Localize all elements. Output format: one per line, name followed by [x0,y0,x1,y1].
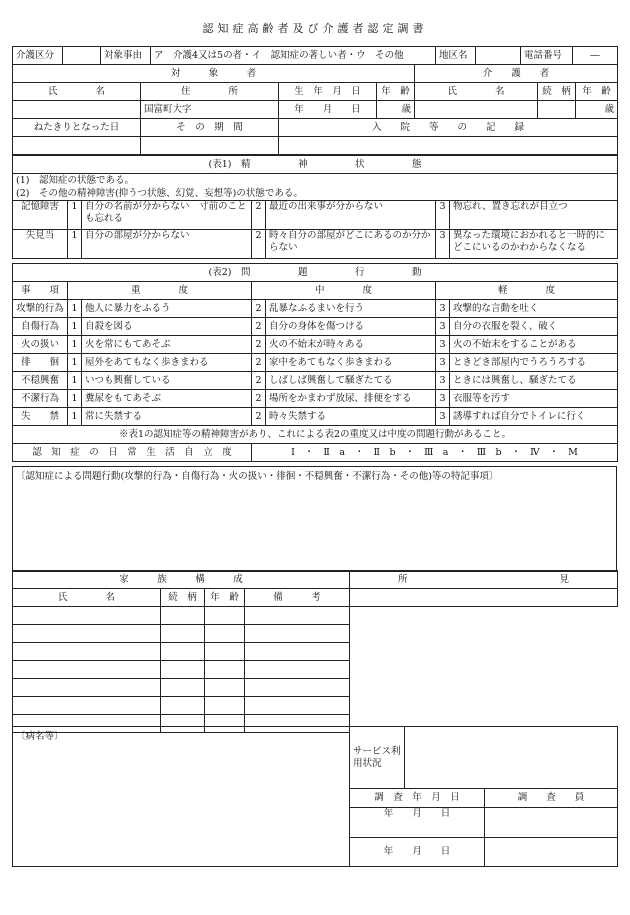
family-relation-cell[interactable] [161,697,205,715]
behavior-row [13,408,618,426]
family-relation-cell[interactable] [161,643,205,661]
name-header: 氏 名 [13,83,141,101]
surveyor-1[interactable] [485,808,618,837]
disease-field[interactable]: 〔病名等〕 [13,727,350,867]
memory-label: 記憶障害 [13,201,68,230]
behavior-moderate[interactable]: 家中をあてもなく歩きまわる [266,354,436,372]
opinion-field[interactable] [350,589,618,607]
behavior-severe[interactable]: 自殺を図る [82,318,252,336]
family-title: 家 族 構 成 [13,571,350,589]
family-relation-cell[interactable] [161,679,205,697]
disorientation-n1: 1 [68,230,82,259]
behavior-label: 不潔行為 [13,390,68,408]
survey-date-1[interactable]: 年 月 日 [350,808,485,837]
behavior-n3: 3 [436,300,450,318]
person-table [12,64,618,155]
family-relation-header: 続 柄 [161,589,205,607]
bedridden-date-field[interactable] [13,137,141,155]
family-name-cell[interactable] [13,661,161,679]
behavior-label: 攻撃的行為 [13,300,68,318]
hospital-record-header: 入 院 等 の 記 録 [279,119,618,137]
target-person-header: 対 象 者 [13,65,415,83]
bedridden-date-header: ねたきりとなった日 [13,119,141,137]
memory-moderate[interactable]: 最近の出来事が分からない [266,201,436,230]
behavior-n3: 3 [436,372,450,390]
address-field[interactable]: 国富町大字 [141,101,279,119]
col-moderate: 中 度 [252,282,436,300]
carer-name-header: 氏 名 [415,83,538,101]
behavior-n2: 2 [252,354,266,372]
survey-date-header: 調 査 年 月 日 [350,789,485,808]
behavior-n3: 3 [436,408,450,426]
family-name-cell[interactable] [13,697,161,715]
behavior-row [13,318,618,336]
family-relation-cell[interactable] [161,625,205,643]
behavior-n1: 1 [68,318,82,336]
memory-mild[interactable]: 物忘れ、置き忘れが目立つ [450,201,618,230]
family-note-cell[interactable] [245,697,350,715]
family-note-cell[interactable] [245,679,350,697]
behavior-row [13,336,618,354]
behavior-row [13,390,618,408]
behavior-severe[interactable]: 糞尿をもてあそぶ [82,390,252,408]
memory-n2: 2 [252,201,266,230]
family-name-cell[interactable] [13,625,161,643]
reason-label: 対象事由 [101,47,151,65]
behavior-label: 失 禁 [13,408,68,426]
family-name-cell[interactable] [13,679,161,697]
family-note-cell[interactable] [245,661,350,679]
family-age-cell[interactable] [205,679,245,697]
behavior-n2: 2 [252,390,266,408]
area-field[interactable] [476,47,521,65]
disorientation-n3: 3 [436,230,450,259]
relation-header: 続 柄 [538,83,576,101]
reason-options[interactable]: ア 介護4又は5の者・イ 認知症の著しい者・ウ その他 [151,47,436,65]
surveyor-header: 調 査 員 [485,789,618,808]
behavior-severe[interactable]: 常に失禁する [82,408,252,426]
disorientation-mild[interactable]: 異なった環境におかれると一時的にどこにいるのかわからなくなる [450,230,618,259]
disorientation-n2: 2 [252,230,266,259]
surveyor-2[interactable] [485,837,618,867]
service-label: サービス利用状況 [350,727,405,789]
behavior-label: 火の扱い [13,336,68,354]
family-row [13,643,618,661]
family-name-cell[interactable] [13,643,161,661]
behavior-severe[interactable]: 他人に暴力をふるう [82,300,252,318]
table2-footnote: ※表1の認知症等の精神障害があり、これによる表2の重度又は中度の問題行動があること。 [13,426,618,444]
family-note-cell[interactable] [245,643,350,661]
care-category-label: 介護区分 [13,47,63,65]
address-header: 住 所 [141,83,279,101]
behavior-n1: 1 [68,300,82,318]
behavior-n2: 2 [252,372,266,390]
family-row [13,607,618,625]
family-relation-cell[interactable] [161,661,205,679]
service-field[interactable] [405,727,618,789]
relation-field[interactable] [538,101,576,119]
table2-title: (表2) 問 題 行 動 [13,264,618,282]
behavior-n1: 1 [68,354,82,372]
behavior-mild[interactable]: 誘導すれば自分でトイレに行く [450,408,618,426]
family-name-header: 氏 名 [13,589,161,607]
behavior-n1: 1 [68,390,82,408]
behavior-severe[interactable]: いつも興奮している [82,372,252,390]
disorientation-label: 失見当 [13,230,68,259]
opinion-header: 所 見 [350,571,618,589]
family-age-cell[interactable] [205,661,245,679]
mental-state-table [12,155,618,259]
col-mild: 軽 度 [436,282,618,300]
behavior-row [13,300,618,318]
memory-n3: 3 [436,201,450,230]
behavior-n3: 3 [436,318,450,336]
period-field[interactable] [141,137,279,155]
dob-field[interactable]: 年 月 日 [279,101,377,119]
col-severe: 重 度 [68,282,252,300]
name-field[interactable] [13,101,141,119]
table1-note-2: (2) その他の精神障害(抑うつ状態、幻覚、妄想等)の状態である。 [13,187,618,201]
behavior-table [12,263,618,462]
disorientation-severe[interactable]: 自分の部屋が分からない [82,230,252,259]
care-category-field[interactable] [63,47,101,65]
col-item: 事 項 [13,282,68,300]
behavior-moderate[interactable]: 乱暴なふるまいを行う [266,300,436,318]
header-table [12,46,618,65]
behavior-moderate[interactable]: 自分の身体を傷つける [266,318,436,336]
behavior-moderate[interactable]: 場所をかまわず放尿、排便をする [266,390,436,408]
dob-header: 生 年 月 日 [279,83,377,101]
page-title: 認知症高齢者及び介護者認定調書 [202,22,428,35]
behavior-severe[interactable]: 屋外をあてもなく歩きまわる [82,354,252,372]
family-row [13,661,618,679]
carer-age-field[interactable]: 歳 [576,101,618,119]
behavior-mild[interactable]: 攻撃的な言動を吐く [450,300,618,318]
age-header: 年 齢 [377,83,415,101]
family-note-cell[interactable] [245,607,350,625]
table1-note-1: (1) 認知症の状態である。 [13,174,618,188]
disorientation-moderate[interactable]: 時々自分の部屋がどこにあるのか分からない [266,230,436,259]
carer-age-header: 年 齢 [576,83,618,101]
behavior-n1: 1 [68,408,82,426]
behavior-label: 徘 徊 [13,354,68,372]
behavior-label: 自傷行為 [13,318,68,336]
behavior-n1: 1 [68,336,82,354]
memory-n1: 1 [68,201,82,230]
age-field[interactable]: 歳 [377,101,415,119]
phone-label: 電話番号 [521,47,573,65]
bottom-table [12,726,618,867]
behavior-n3: 3 [436,390,450,408]
remarks-table [12,466,617,572]
family-row [13,625,618,643]
independence-label: 認 知 症 の 日 常 生 活 自 立 度 [13,444,252,462]
behavior-n3: 3 [436,336,450,354]
behavior-n2: 2 [252,408,266,426]
family-table [12,570,618,733]
family-note-header: 備 考 [245,589,350,607]
family-age-cell[interactable] [205,643,245,661]
behavior-mild[interactable]: ときどき部屋内でうろうろする [450,354,618,372]
behavior-n2: 2 [252,300,266,318]
family-age-cell[interactable] [205,697,245,715]
behavior-n2: 2 [252,336,266,354]
area-label: 地区名 [436,47,476,65]
behavior-mild[interactable]: 火の不始末をすることがある [450,336,618,354]
behavior-row [13,354,618,372]
remarks-field[interactable]: 〔認知症による問題行動(攻撃的行為・自傷行為・火の扱い・徘徊・不穏興奮・不潔行為・その他)等の特記事項〕 [13,467,617,572]
behavior-n1: 1 [68,372,82,390]
behavior-moderate[interactable]: 火の不始末が時々ある [266,336,436,354]
behavior-moderate[interactable]: しばしば興奮して騒ぎたてる [266,372,436,390]
carer-header: 介 護 者 [415,65,618,83]
family-relation-cell[interactable] [161,607,205,625]
family-row [13,679,618,697]
behavior-n2: 2 [252,318,266,336]
independence-levels[interactable]: Ⅰ ・ Ⅱ a ・ Ⅱ b ・ Ⅲ a ・ Ⅲ b ・ Ⅳ ・ M [252,444,618,462]
family-age-cell[interactable] [205,625,245,643]
family-note-cell[interactable] [245,625,350,643]
behavior-mild[interactable]: 衣服等を汚す [450,390,618,408]
family-age-header: 年 齢 [205,589,245,607]
phone-field[interactable]: ― [573,47,618,65]
behavior-row [13,372,618,390]
behavior-severe[interactable]: 火を常にもてあそぶ [82,336,252,354]
behavior-n3: 3 [436,354,450,372]
period-header: そ の 期 間 [141,119,279,137]
behavior-label: 不穏興奮 [13,372,68,390]
family-row [13,697,618,715]
behavior-mild[interactable]: ときには興奮し、騒ぎたてる [450,372,618,390]
family-age-cell[interactable] [205,607,245,625]
carer-name-field[interactable] [415,101,538,119]
memory-severe[interactable]: 自分の名前が分からない 寸前のことも忘れる [82,201,252,230]
behavior-mild[interactable]: 自分の衣服を裂く、破く [450,318,618,336]
hospital-record-field[interactable] [279,137,618,155]
table1-title: (表1) 精 神 状 態 [13,156,618,174]
behavior-moderate[interactable]: 時々失禁する [266,408,436,426]
survey-date-2[interactable]: 年 月 日 [350,837,485,867]
family-name-cell[interactable] [13,607,161,625]
